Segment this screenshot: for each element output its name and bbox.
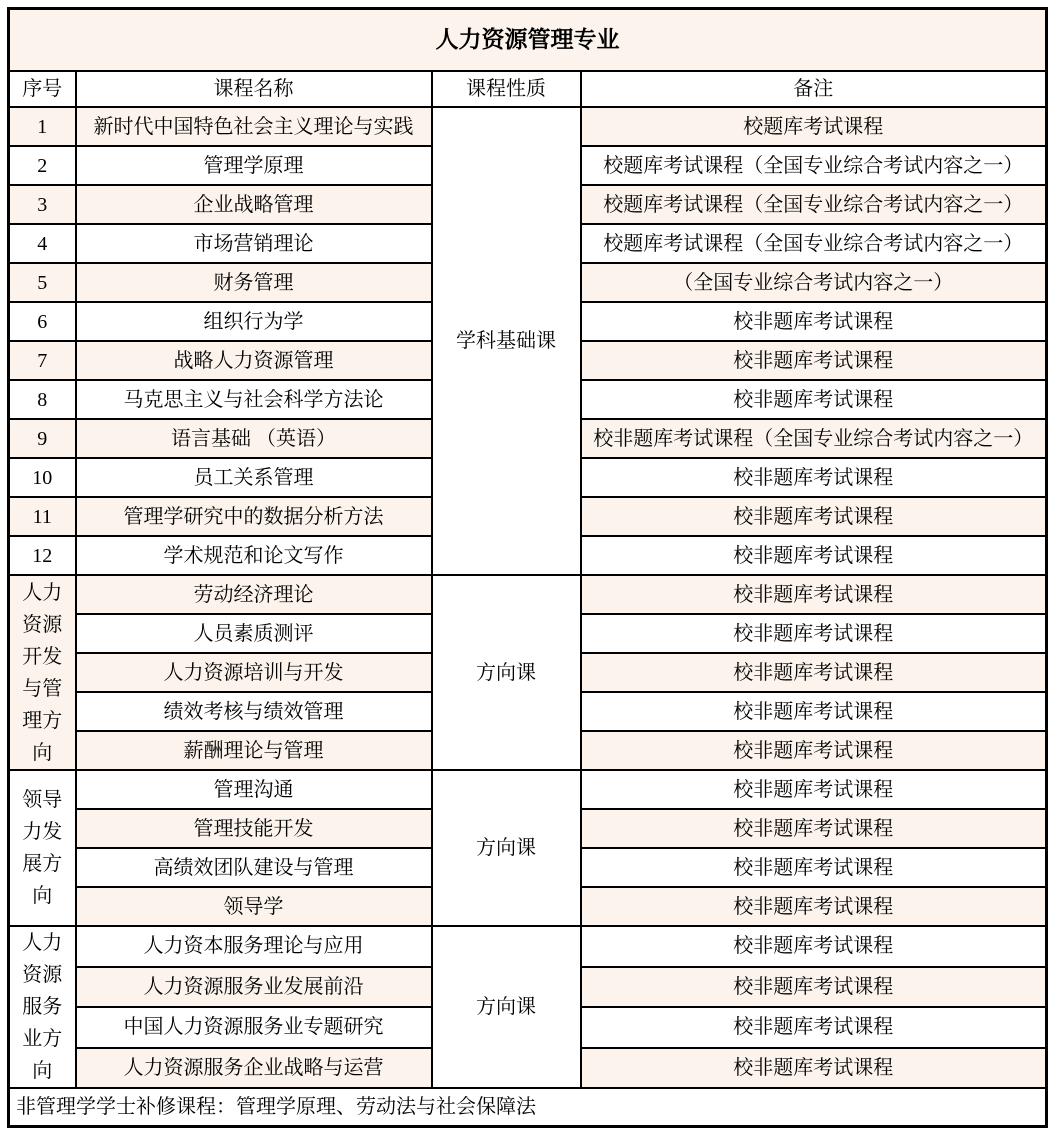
course-name-cell: 新时代中国特色社会主义理论与实践 bbox=[76, 107, 432, 146]
remark-cell: 校非题库考试课程 bbox=[581, 575, 1047, 614]
remark-cell: 校非题库考试课程 bbox=[581, 692, 1047, 731]
remark-cell: 校非题库考试课程 bbox=[581, 926, 1047, 967]
remark-cell: 校非题库考试课程 bbox=[581, 614, 1047, 653]
course-type-cell: 学科基础课 bbox=[432, 107, 581, 575]
course-type-cell: 方向课 bbox=[432, 575, 581, 770]
remark-cell: 校非题库考试课程 bbox=[581, 1007, 1047, 1048]
remark-cell: 校非题库考试课程 bbox=[581, 302, 1047, 341]
remark-cell: 校非题库考试课程 bbox=[581, 731, 1047, 770]
page-title: 人力资源管理专业 bbox=[9, 9, 1047, 72]
header-col-remark: 备注 bbox=[581, 71, 1047, 107]
course-name-cell: 学术规范和论文写作 bbox=[76, 536, 432, 575]
course-name-cell: 高绩效团队建设与管理 bbox=[76, 848, 432, 887]
remark-cell: 校非题库考试课程 bbox=[581, 497, 1047, 536]
remark-cell: 校题库考试课程（全国专业综合考试内容之一） bbox=[581, 224, 1047, 263]
row-number-cell: 8 bbox=[9, 380, 76, 419]
remark-cell: 校题库考试课程 bbox=[581, 107, 1047, 146]
course-name-cell: 企业战略管理 bbox=[76, 185, 432, 224]
title-row bbox=[9, 9, 1047, 72]
remark-cell: 校非题库考试课程 bbox=[581, 536, 1047, 575]
table-row bbox=[9, 107, 1047, 146]
course-name-cell: 战略人力资源管理 bbox=[76, 341, 432, 380]
course-name-cell: 管理学研究中的数据分析方法 bbox=[76, 497, 432, 536]
row-number-cell: 7 bbox=[9, 341, 76, 380]
course-name-cell: 人力资源服务业发展前沿 bbox=[76, 967, 432, 1008]
remark-cell: 校非题库考试课程 bbox=[581, 848, 1047, 887]
table-row bbox=[9, 770, 1047, 809]
row-number-cell: 5 bbox=[9, 263, 76, 302]
course-name-cell: 市场营销理论 bbox=[76, 224, 432, 263]
header-col-course: 课程名称 bbox=[76, 71, 432, 107]
course-name-cell: 人力资本服务理论与应用 bbox=[76, 926, 432, 967]
row-number-cell: 4 bbox=[9, 224, 76, 263]
row-number-cell: 6 bbox=[9, 302, 76, 341]
table-row bbox=[9, 926, 1047, 967]
course-name-cell: 语言基础 （英语） bbox=[76, 419, 432, 458]
header-col-no: 序号 bbox=[9, 71, 76, 107]
course-name-cell: 管理技能开发 bbox=[76, 809, 432, 848]
header-col-type: 课程性质 bbox=[432, 71, 581, 107]
row-number-cell: 3 bbox=[9, 185, 76, 224]
course-table-body bbox=[9, 107, 1047, 1088]
table-row bbox=[9, 575, 1047, 614]
course-name-cell: 财务管理 bbox=[76, 263, 432, 302]
course-table bbox=[7, 7, 1048, 1128]
course-name-cell: 薪酬理论与管理 bbox=[76, 731, 432, 770]
row-number-cell: 1 bbox=[9, 107, 76, 146]
remark-cell: （全国专业综合考试内容之一） bbox=[581, 263, 1047, 302]
footnote-row bbox=[9, 1088, 1047, 1127]
group-label-cell: 人力资源开发与管理方向 bbox=[9, 575, 76, 770]
course-name-cell: 人力资源培训与开发 bbox=[76, 653, 432, 692]
course-name-cell: 员工关系管理 bbox=[76, 458, 432, 497]
remark-cell: 校非题库考试课程 bbox=[581, 887, 1047, 926]
remark-cell: 校题库考试课程（全国专业综合考试内容之一） bbox=[581, 146, 1047, 185]
remark-cell: 校非题库考试课程（全国专业综合考试内容之一） bbox=[581, 419, 1047, 458]
row-number-cell: 12 bbox=[9, 536, 76, 575]
row-number-cell: 9 bbox=[9, 419, 76, 458]
header-row bbox=[9, 71, 1047, 107]
course-type-cell: 方向课 bbox=[432, 926, 581, 1088]
remark-cell: 校非题库考试课程 bbox=[581, 770, 1047, 809]
course-name-cell: 绩效考核与绩效管理 bbox=[76, 692, 432, 731]
remark-cell: 校非题库考试课程 bbox=[581, 967, 1047, 1008]
remark-cell: 校非题库考试课程 bbox=[581, 380, 1047, 419]
remark-cell: 校非题库考试课程 bbox=[581, 341, 1047, 380]
remark-cell: 校题库考试课程（全国专业综合考试内容之一） bbox=[581, 185, 1047, 224]
course-table-foot bbox=[9, 1088, 1047, 1127]
remark-cell: 校非题库考试课程 bbox=[581, 653, 1047, 692]
group-label-cell: 领导力发展方向 bbox=[9, 770, 76, 926]
row-number-cell: 10 bbox=[9, 458, 76, 497]
course-name-cell: 劳动经济理论 bbox=[76, 575, 432, 614]
row-number-cell: 2 bbox=[9, 146, 76, 185]
course-name-cell: 人力资源服务企业战略与运营 bbox=[76, 1048, 432, 1089]
course-name-cell: 人员素质测评 bbox=[76, 614, 432, 653]
remark-cell: 校非题库考试课程 bbox=[581, 458, 1047, 497]
course-name-cell: 中国人力资源服务业专题研究 bbox=[76, 1007, 432, 1048]
remark-cell: 校非题库考试课程 bbox=[581, 1048, 1047, 1089]
group-label-cell: 人力资源服务业方向 bbox=[9, 926, 76, 1088]
course-name-cell: 领导学 bbox=[76, 887, 432, 926]
footnote: 非管理学学士补修课程：管理学原理、劳动法与社会保障法 bbox=[9, 1088, 1047, 1127]
row-number-cell: 11 bbox=[9, 497, 76, 536]
course-table-head bbox=[9, 9, 1047, 108]
course-name-cell: 管理学原理 bbox=[76, 146, 432, 185]
course-type-cell: 方向课 bbox=[432, 770, 581, 926]
course-name-cell: 马克思主义与社会科学方法论 bbox=[76, 380, 432, 419]
course-name-cell: 组织行为学 bbox=[76, 302, 432, 341]
remark-cell: 校非题库考试课程 bbox=[581, 809, 1047, 848]
course-name-cell: 管理沟通 bbox=[76, 770, 432, 809]
